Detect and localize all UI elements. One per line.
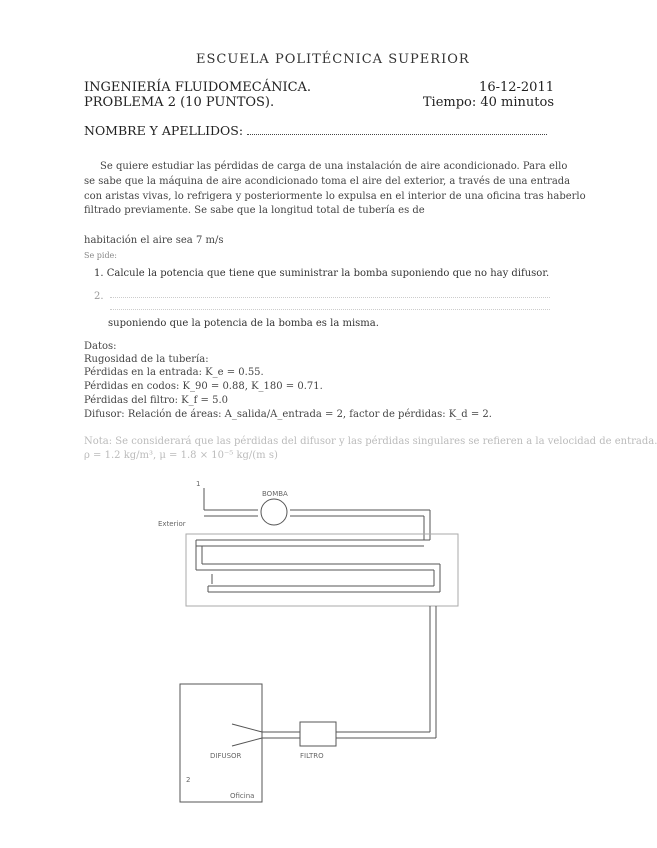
filter-symbol — [300, 722, 336, 746]
statement-line: con aristas vivas, lo refrigera y posteriormente lo expulsa en el interior de una oficina tras haberlo — [84, 190, 586, 202]
name-field-row — [84, 122, 547, 138]
statement-small-label: Se pide: — [84, 250, 117, 260]
installation-diagram — [0, 470, 616, 810]
point-1-label: 1 — [196, 480, 201, 488]
exam-date: 16-12-2011 — [479, 80, 554, 95]
pump-symbol — [261, 499, 287, 525]
question-2-start: 2. — [94, 291, 104, 302]
question-2-faded-line — [110, 297, 550, 299]
course-title: INGENIERÍA FLUIDOMECÁNICA. — [84, 80, 312, 95]
office-label: Oficina — [230, 792, 255, 800]
school-title: ESCUELA POLITÉCNICA SUPERIOR — [196, 52, 470, 67]
statement-line: filtrado previamente. Se sabe que la longitud total de tubería es de — [84, 205, 425, 217]
note-line-1: Nota: Se considerará que las pérdidas del difusor y las pérdidas singulares se refieren a la velocidad de entrada. — [84, 436, 657, 447]
statement-line: Se quiere estudiar las pérdidas de carga de una instalación de aire acondicionado. Para ello — [100, 161, 568, 172]
diffuser-wall — [232, 724, 262, 732]
question-2-faded-line — [110, 309, 550, 311]
statement-line-faded — [84, 219, 554, 234]
data-line-elbows: Pérdidas en codos: K_90 = 0.88, K_180 = 0.71. — [84, 381, 323, 392]
name-field[interactable] — [247, 122, 547, 135]
data-line-entry: Pérdidas en la entrada: K_e = 0.55. — [84, 367, 264, 378]
point-2-label: 2 — [186, 776, 191, 784]
question-1: 1. Calcule la potencia que tiene que suministrar la bomba suponiendo que no hay difusor. — [94, 268, 550, 279]
statement-line: se sabe que la máquina de aire acondicionado toma el aire del exterior, a través de una entrada — [84, 175, 571, 187]
data-line-diffuser: Difusor: Relación de áreas: A_salida/A_entrada = 2, factor de pérdidas: K_d = 2. — [84, 409, 492, 420]
diffuser-label: DIFUSOR — [210, 752, 242, 760]
data-line-roughness: Rugosidad de la tubería: — [84, 354, 209, 365]
exam-time: Tiempo: 40 minutos — [422, 95, 554, 110]
question-2-end: suponiendo que la potencia de la bomba es la misma. — [108, 318, 379, 329]
office-room — [180, 684, 262, 802]
data-line-filter: Pérdidas del filtro: K_f = 5.0 — [84, 395, 228, 406]
name-label: NOMBRE Y APELLIDOS: — [84, 123, 244, 138]
filter-label: FILTRO — [300, 752, 324, 760]
data-title: Datos: — [84, 341, 117, 352]
statement-line: habitación el aire sea 7 m/s — [84, 234, 224, 246]
problem-statement — [84, 160, 586, 264]
note-line-2: ρ = 1.2 kg/m³, μ = 1.8 × 10⁻⁵ kg/(m s) — [84, 450, 278, 461]
problem-title: PROBLEMA 2 (10 PUNTOS). — [84, 95, 275, 110]
pump-label: BOMBA — [262, 490, 288, 498]
diffuser-wall — [232, 738, 262, 746]
exterior-label: Exterior — [158, 520, 186, 528]
